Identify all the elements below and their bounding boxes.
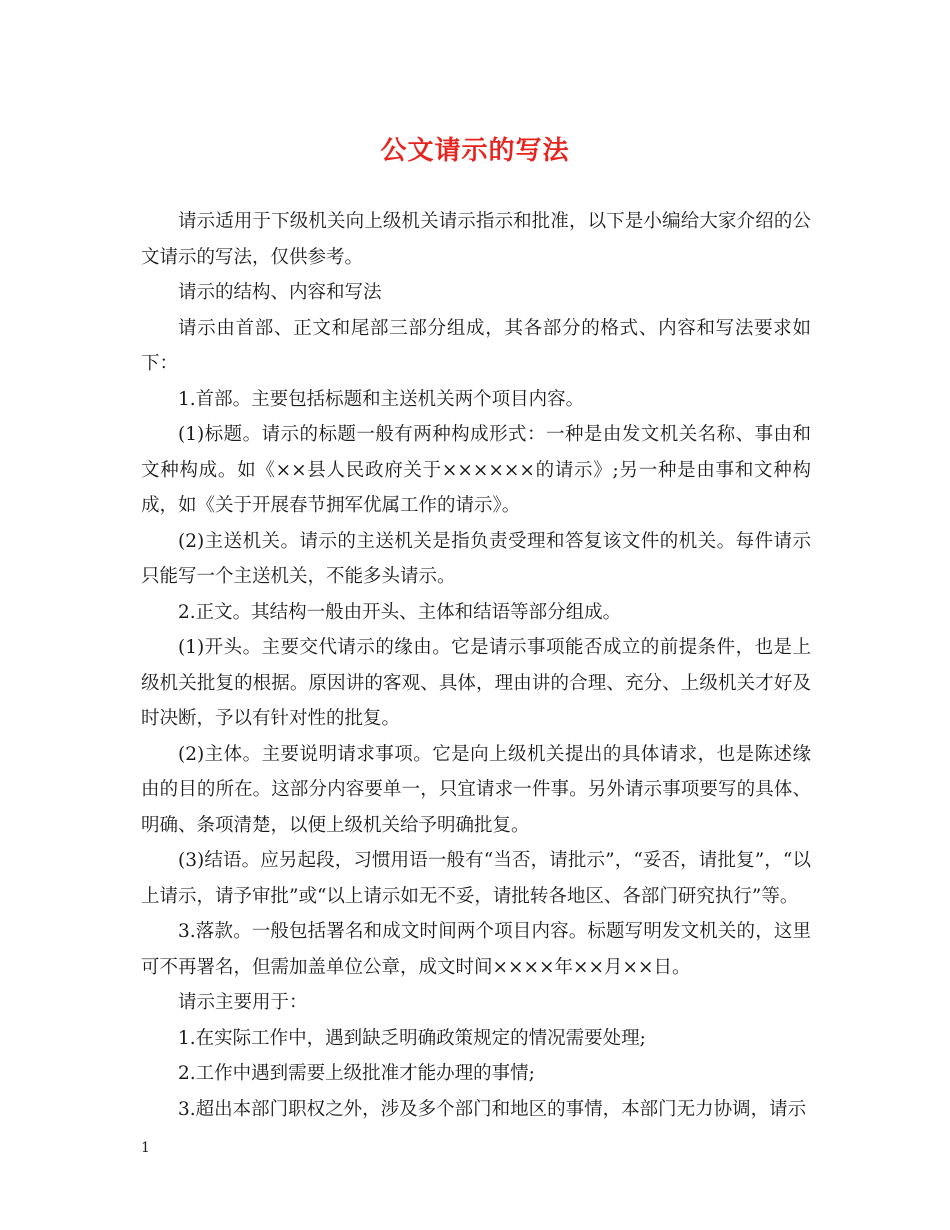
- paragraph-body-part: 2.正文。其结构一般由开头、主体和结语等部分组成。: [178, 601, 622, 623]
- paragraph-main: (2)主体。主要说明请求事项。它是向上级机关提出的具体请求，也是陈述缘由的目的所在。这部分内容要单一，只宜请求一件事。另外请示事项要写的具体、明确、条项清楚，以便上级机关给予明确批复。: [141, 743, 811, 836]
- paragraph-usage-1: 1.在实际工作中，遇到缺乏明确政策规定的情况需要处理;: [178, 1027, 646, 1049]
- paragraph-opening: (1)开头。主要交代请示的缘由。它是请示事项能否成立的前提条件，也是上级机关批复的根据。原因讲的客观、具体，理由讲的合理、充分、上级机关才好及时决断，予以有针对性的批复。: [141, 637, 811, 729]
- paragraph-usage-heading: 请示主要用于：: [178, 992, 308, 1013]
- document-body: [141, 204, 811, 1127]
- paragraph-structure: 请示由首部、正文和尾部三部分组成，其各部分的格式、内容和写法要求如下：: [141, 317, 811, 374]
- paragraph-recipient: (2)主送机关。请示的主送机关是指负责受理和答复该文件的机关。每件请示只能写一个主送机关，不能多头请示。: [141, 530, 811, 587]
- document-title: 公文请示的写法: [380, 136, 570, 166]
- paragraph-usage-3: 3.超出本部门职权之外，涉及多个部门和地区的事情，本部门无力协调，请示: [178, 1098, 807, 1120]
- paragraph-title-rule: (1)标题。请示的标题一般有两种构成形式：一种是由发文机关名称、事由和文种构成。如《××县人民政府关于××××××的请示》;另一种是由事和文种构成，如《关于开展春节拥军优属工作的请示》。: [141, 424, 811, 516]
- paragraph-intro: 请示适用于下级机关向上级机关请示指示和批准，以下是小编给大家介绍的公文请示的写法，仅供参考。: [141, 211, 811, 268]
- paragraph-signature: 3.落款。一般包括署名和成文时间两个项目内容。标题写明发文机关的，这里可不再署名，但需加盖单位公章，成文时间××××年××月××日。: [141, 921, 811, 978]
- paragraph-section-heading: 请示的结构、内容和写法: [178, 282, 382, 303]
- paragraph-closing: (3)结语。应另起段，习惯用语一般有“当否，请批示”，“妥否，请批复”，“以上请示，请予审批”或“以上请示如无不妥，请批转各地区、各部门研究执行”等。: [141, 850, 811, 907]
- page-number: 1: [141, 1140, 150, 1156]
- paragraph-usage-2: 2.工作中遇到需要上级批准才能办理的事情;: [178, 1063, 535, 1084]
- paragraph-header-part: 1.首部。主要包括标题和主送机关两个项目内容。: [178, 388, 585, 410]
